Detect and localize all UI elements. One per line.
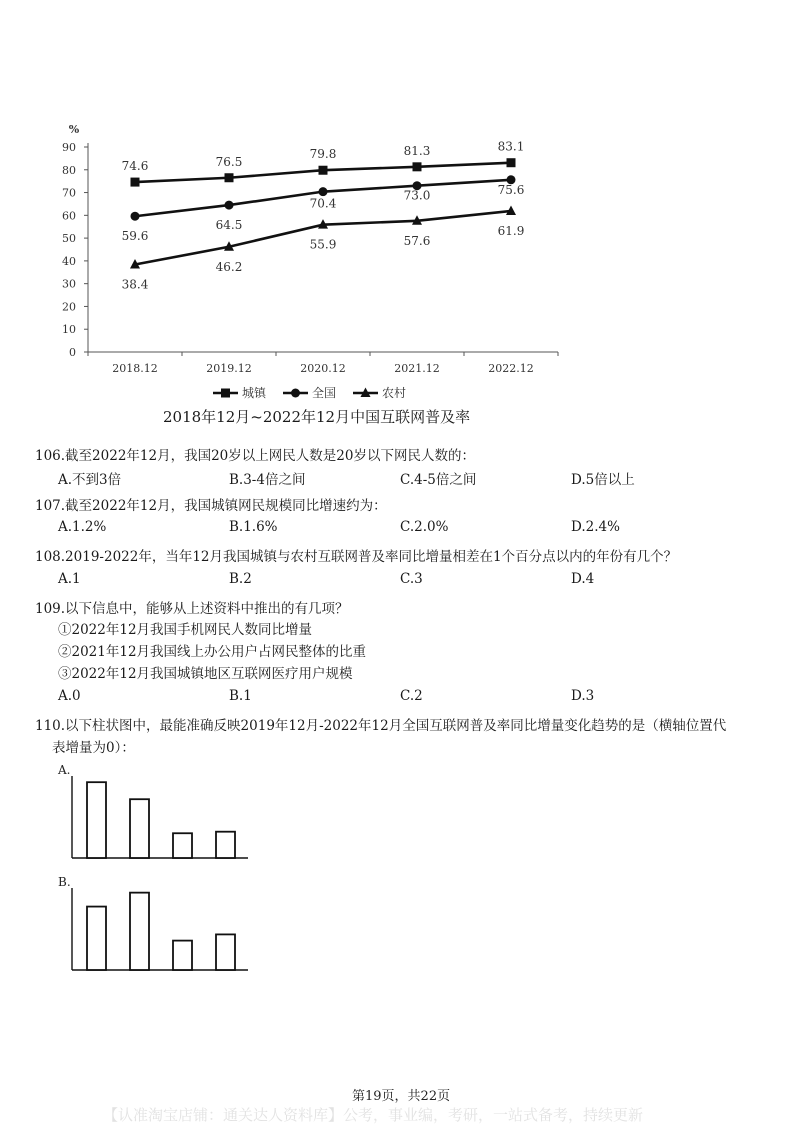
y-tick-label: 10 [62,323,76,337]
q108-option-a[interactable]: A.1 [58,571,81,587]
y-tick-label: 30 [62,277,76,291]
data-label: 38.4 [121,277,149,292]
mini-bar [130,799,149,858]
data-label: 83.1 [497,139,525,154]
q106-option-d[interactable]: D.5倍以上 [571,472,635,488]
data-point [507,158,516,167]
q107-option-d[interactable]: D.2.4% [571,519,620,535]
question-110-stem-cont: 表增量为0）： [52,740,135,756]
y-tick-label: 60 [62,209,76,223]
series-农村 [122,206,525,292]
series-全国 [122,175,525,243]
data-label: 81.3 [403,143,431,158]
data-label: 73.0 [403,188,431,203]
question-107-stem: 107.截至2022年12月，我国城镇网民规模同比增速约为： [35,498,387,514]
q106-option-c[interactable]: C.4-5倍之间 [400,472,477,488]
mini-chart-label: B. [58,875,71,889]
mini-chart-label: A. [58,763,71,777]
q110-option-a-chart[interactable] [57,763,248,858]
data-point [131,212,140,221]
question-108-stem: 108.2019-2022年，当年12月我国城镇与农村互联网普及率同比增量相差在1个百分点以内的年份有几个？ [35,549,678,565]
data-point [131,178,140,187]
data-point [413,162,422,171]
mini-bar [216,934,235,970]
series-城镇 [122,140,525,187]
q108-option-c[interactable]: C.3 [400,571,423,587]
y-tick-label: 90 [62,141,76,154]
y-tick-label: 20 [62,300,76,314]
watermark: 【认准淘宝店铺：通关达人资料库】公考，事业编，考研，一站式备考，持续更新 [103,1106,644,1124]
q109-item-2: ②2021年12月我国线上办公用户占网民整体的比重 [58,644,367,660]
data-point [225,173,234,182]
q106-option-b[interactable]: B.3-4倍之间 [229,472,306,488]
q107-option-b[interactable]: B.1.6% [229,519,278,535]
x-tick-label: 2020.12 [300,362,346,375]
y-tick-label: 0 [69,346,76,359]
legend-label: 全国 [312,386,337,400]
mini-bar [173,833,192,858]
q108-option-b[interactable]: B.2 [229,571,252,587]
chart-series [122,140,525,292]
question-106-stem: 106.截至2022年12月，我国20岁以上网民人数是20岁以下网民人数的： [35,448,475,464]
data-label: 64.5 [215,218,243,233]
y-axis-unit: % [68,123,80,136]
q109-item-3: ③2022年12月我国城镇地区互联网医疗用户规模 [58,666,353,682]
legend-marker [221,389,230,398]
mini-bar [173,941,192,970]
chart-legend [213,385,406,400]
q109-option-d[interactable]: D.3 [571,688,595,704]
x-axis [88,352,558,375]
chart-title: 2018年12月~2022年12月中国互联网普及率 [163,408,471,426]
y-tick-label: 80 [62,163,76,177]
data-point [225,201,234,210]
legend-label: 城镇 [242,386,267,400]
y-tick-label: 50 [62,232,76,246]
data-point [319,187,328,196]
q106-option-a[interactable]: A.不到3倍 [58,472,122,488]
question-109-stem: 109.以下信息中，能够从上述资料中推出的有几项？ [35,601,349,617]
page-number: 第19页，共22页 [352,1089,451,1104]
q108-option-d[interactable]: D.4 [571,571,595,587]
mini-bar [87,907,106,970]
question-110-stem: 110.以下柱状图中，最能准确反映2019年12月-2022年12月全国互联网普及率同比增量变化趋势的是（横轴位置代 [35,718,727,734]
q109-item-1: ①2022年12月我国手机网民人数同比增量 [58,622,313,638]
x-tick-label: 2019.12 [206,362,252,375]
data-label: 61.9 [497,224,525,239]
q109-option-c[interactable]: C.2 [400,688,423,704]
y-axis [62,123,88,359]
mini-bar [216,832,235,858]
data-label: 74.6 [121,159,149,174]
y-tick-label: 70 [62,186,76,200]
legend-label: 农村 [382,386,407,400]
x-tick-label: 2022.12 [488,362,534,375]
data-label: 59.6 [121,229,149,244]
data-label: 75.6 [497,182,525,197]
x-tick-label: 2021.12 [394,362,440,375]
q109-option-b[interactable]: B.1 [229,688,252,704]
data-label: 76.5 [215,154,243,169]
data-point [319,166,328,175]
q110-bar-options [0,750,320,980]
q107-option-c[interactable]: C.2.0% [400,519,449,535]
y-tick-label: 40 [62,254,76,268]
internet-penetration-chart [0,0,800,440]
mini-bar [130,893,149,970]
q109-option-a[interactable]: A.0 [58,688,81,704]
legend-marker [291,389,300,398]
data-label: 79.8 [309,147,337,162]
q107-option-a[interactable]: A.1.2% [58,519,107,535]
data-label: 57.6 [403,233,431,248]
data-label: 70.4 [309,196,337,211]
data-label: 55.9 [309,237,337,252]
data-label: 46.2 [215,259,243,274]
q110-option-b-chart[interactable] [58,875,248,970]
x-tick-label: 2018.12 [112,362,158,375]
mini-bar [87,782,106,858]
